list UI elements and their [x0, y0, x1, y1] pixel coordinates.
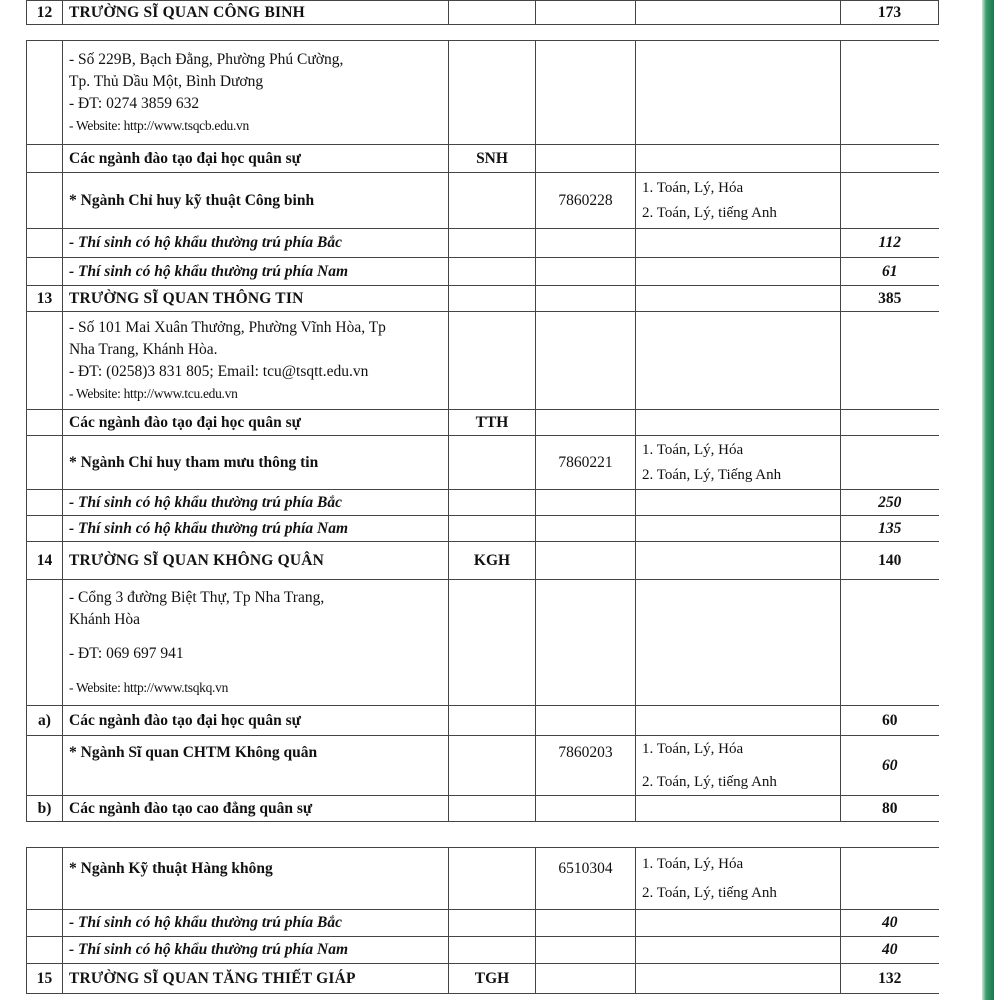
candidate-quota: 112 — [841, 229, 939, 258]
major-name: * Ngành Kỹ thuật Hàng không — [63, 848, 449, 910]
major-code: 7860228 — [536, 173, 636, 229]
major-name: * Ngành Chỉ huy kỹ thuật Công binh — [63, 173, 449, 229]
section-label: Các ngành đào tạo đại học quân sự — [63, 410, 449, 436]
green-edge-bar — [982, 0, 994, 1000]
exam-subjects: 1. Toán, Lý, Hóa 2. Toán, Lý, tiếng Anh — [636, 173, 841, 229]
school-code — [449, 1, 536, 25]
section-label: Các ngành đào tạo đại học quân sự — [63, 706, 449, 736]
major-code: 7860203 — [536, 736, 636, 796]
school-name: TRƯỜNG SĨ QUAN THÔNG TIN — [63, 286, 449, 312]
candidate-row: - Thí sinh có hộ khẩu thường trú phía Nam 40 — [27, 937, 939, 964]
exam-subjects: 1. Toán, Lý, Hóa 2. Toán, Lý, tiếng Anh — [636, 848, 841, 910]
school-number: 14 — [27, 542, 63, 580]
school-address: - Số 101 Mai Xuân Thưởng, Phường Vĩnh Hòa, Tp Nha Trang, Khánh Hòa. - ĐT: (0258)3 831 805; Email: tcu@tsqtt.edu.vn - Website: http://www.tcu.edu.vn — [63, 312, 449, 410]
school-row — [27, 1, 939, 25]
school-quota: 385 — [841, 286, 939, 312]
major-name: * Ngành Sĩ quan CHTM Không quân — [63, 736, 449, 796]
school-row — [27, 964, 939, 994]
section-row — [27, 410, 939, 436]
section-row — [27, 145, 939, 173]
major-row — [27, 436, 939, 490]
school-name: TRƯỜNG SĨ QUAN TĂNG THIẾT GIÁP — [63, 964, 449, 994]
admission-table-top — [26, 0, 939, 25]
school-row — [27, 286, 939, 312]
section-label: Các ngành đào tạo đại học quân sự — [63, 145, 449, 173]
section-row — [27, 796, 939, 822]
section-code: SNH — [449, 145, 536, 173]
exam-subjects: 1. Toán, Lý, Hóa 2. Toán, Lý, Tiếng Anh — [636, 436, 841, 490]
school-quota: 173 — [841, 1, 939, 25]
major-code: 6510304 — [536, 848, 636, 910]
school-address-row — [27, 580, 939, 706]
school-address: - Số 229B, Bạch Đằng, Phường Phú Cường, Tp. Thủ Dầu Một, Bình Dương - ĐT: 0274 3859 632 - Website: http://www.tsqcb.edu.vn — [63, 41, 449, 145]
major-row — [27, 173, 939, 229]
school-address: - Cổng 3 đường Biệt Thự, Tp Nha Trang, Khánh Hòa - ĐT: 069 697 941 - Website: http://www.tsqkq.vn — [63, 580, 449, 706]
school-address-row — [27, 41, 939, 145]
major-row — [27, 848, 939, 910]
candidate-row: - Thí sinh có hộ khẩu thường trú phía Bắc 112 — [27, 229, 939, 258]
candidate-row: - Thí sinh có hộ khẩu thường trú phía Nam 61 — [27, 258, 939, 286]
school-number: 15 — [27, 964, 63, 994]
school-name: TRƯỜNG SĨ QUAN KHÔNG QUÂN — [63, 542, 449, 580]
section-quota: 80 — [841, 796, 939, 822]
section-quota: 60 — [841, 706, 939, 736]
school-code: TGH — [449, 964, 536, 994]
school-quota: 132 — [841, 964, 939, 994]
major-code: 7860221 — [536, 436, 636, 490]
section-number: b) — [27, 796, 63, 822]
section-label: Các ngành đào tạo cao đẳng quân sự — [63, 796, 449, 822]
school-address-row — [27, 312, 939, 410]
school-quota: 140 — [841, 542, 939, 580]
school-name: TRƯỜNG SĨ QUAN CÔNG BINH — [63, 1, 449, 25]
section-number: a) — [27, 706, 63, 736]
candidate-row: - Thí sinh có hộ khẩu thường trú phía Bắc 250 — [27, 490, 939, 516]
candidate-quota: 61 — [841, 258, 939, 286]
major-quota: 60 — [841, 736, 939, 796]
candidate-row: - Thí sinh có hộ khẩu thường trú phía Nam 135 — [27, 516, 939, 542]
school-number: 12 — [27, 1, 63, 25]
school-number: 13 — [27, 286, 63, 312]
exam-subjects: 1. Toán, Lý, Hóa 2. Toán, Lý, tiếng Anh — [636, 736, 841, 796]
admission-table-main — [26, 40, 939, 822]
section-row — [27, 706, 939, 736]
school-code: KGH — [449, 542, 536, 580]
major-row — [27, 736, 939, 796]
candidate-quota: 135 — [841, 516, 939, 542]
candidate-quota: 250 — [841, 490, 939, 516]
candidate-row: - Thí sinh có hộ khẩu thường trú phía Bắc 40 — [27, 910, 939, 937]
candidate-quota: 40 — [841, 937, 939, 964]
admission-table-bottom — [26, 847, 939, 994]
candidate-quota: 40 — [841, 910, 939, 937]
major-name: * Ngành Chỉ huy tham mưu thông tin — [63, 436, 449, 490]
school-row — [27, 542, 939, 580]
section-code: TTH — [449, 410, 536, 436]
